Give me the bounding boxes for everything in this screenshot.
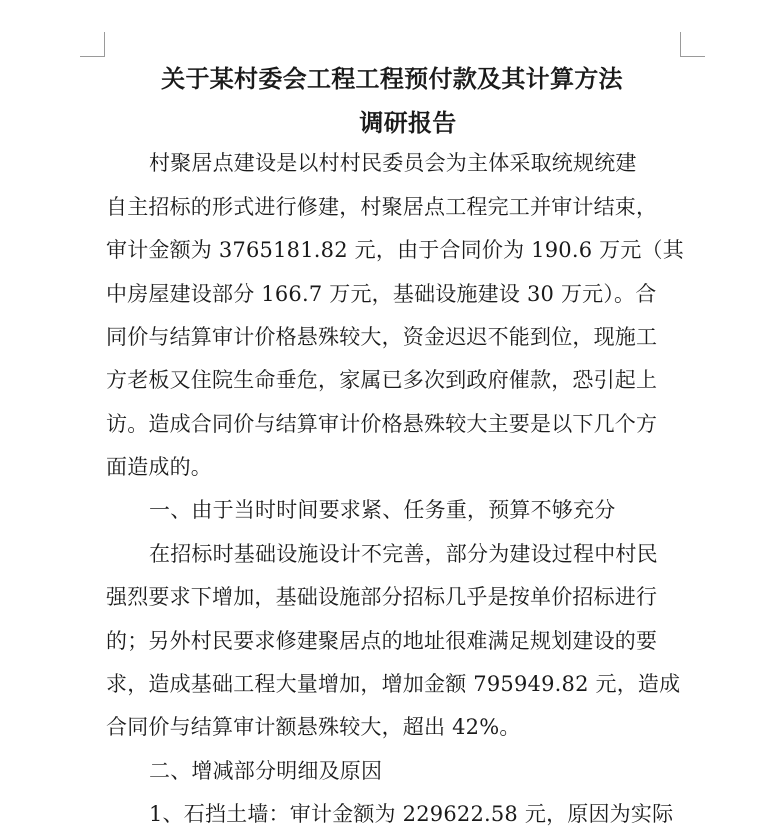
- section-heading-2: 二、增减部分明细及原因: [149, 759, 383, 783]
- paragraph-line: 中房屋建设部分 166.7 万元，基础设施建设 30 万元）。合: [106, 282, 657, 306]
- margin-corner-mark-top-left: [80, 32, 105, 57]
- paragraph-line: 强烈要求下增加，基础设施部分招标几乎是按单价招标进行: [106, 585, 658, 609]
- paragraph-line: 方老板又住院生命垂危，家属已多次到政府催款，恐引起上: [106, 368, 658, 392]
- paragraph-line: 自主招标的形式进行修建，村聚居点工程完工并审计结束，: [106, 195, 658, 219]
- paragraph-line-partial: 1、石挡土墙：审计金额为 229622.58 元，原因为实际: [149, 802, 674, 826]
- paragraph-line: 同价与结算审计价格悬殊较大，资金迟迟不能到位，现施工: [106, 325, 658, 349]
- paragraph-line: 在招标时基础设施设计不完善，部分为建设过程中村民: [149, 542, 658, 566]
- section-heading-1: 一、由于当时时间要求紧、任务重，预算不够充分: [149, 498, 616, 522]
- paragraph-line: 面造成的。: [106, 455, 212, 479]
- paragraph-line: 合同价与结算审计额悬殊较大，超出 42%。: [106, 715, 521, 739]
- paragraph-line: 访。造成合同价与结算审计价格悬殊较大主要是以下几个方: [106, 412, 658, 436]
- paragraph-line: 的；另外村民要求修建聚居点的地址很难满足规划建设的要: [106, 629, 658, 653]
- paragraph-line: 审计金额为 3765181.82 元，由于合同价为 190.6 万元（其: [106, 238, 684, 262]
- margin-corner-mark-top-right: [680, 32, 705, 57]
- document-title-line-1: 关于某村委会工程工程预付款及其计算方法: [161, 64, 623, 93]
- paragraph-line: 村聚居点建设是以村村民委员会为主体采取统规统建: [149, 151, 637, 175]
- document-title-line-2: 调研报告: [359, 108, 457, 137]
- paragraph-line: 求，造成基础工程大量增加，增加金额 795949.82 元，造成: [106, 672, 681, 696]
